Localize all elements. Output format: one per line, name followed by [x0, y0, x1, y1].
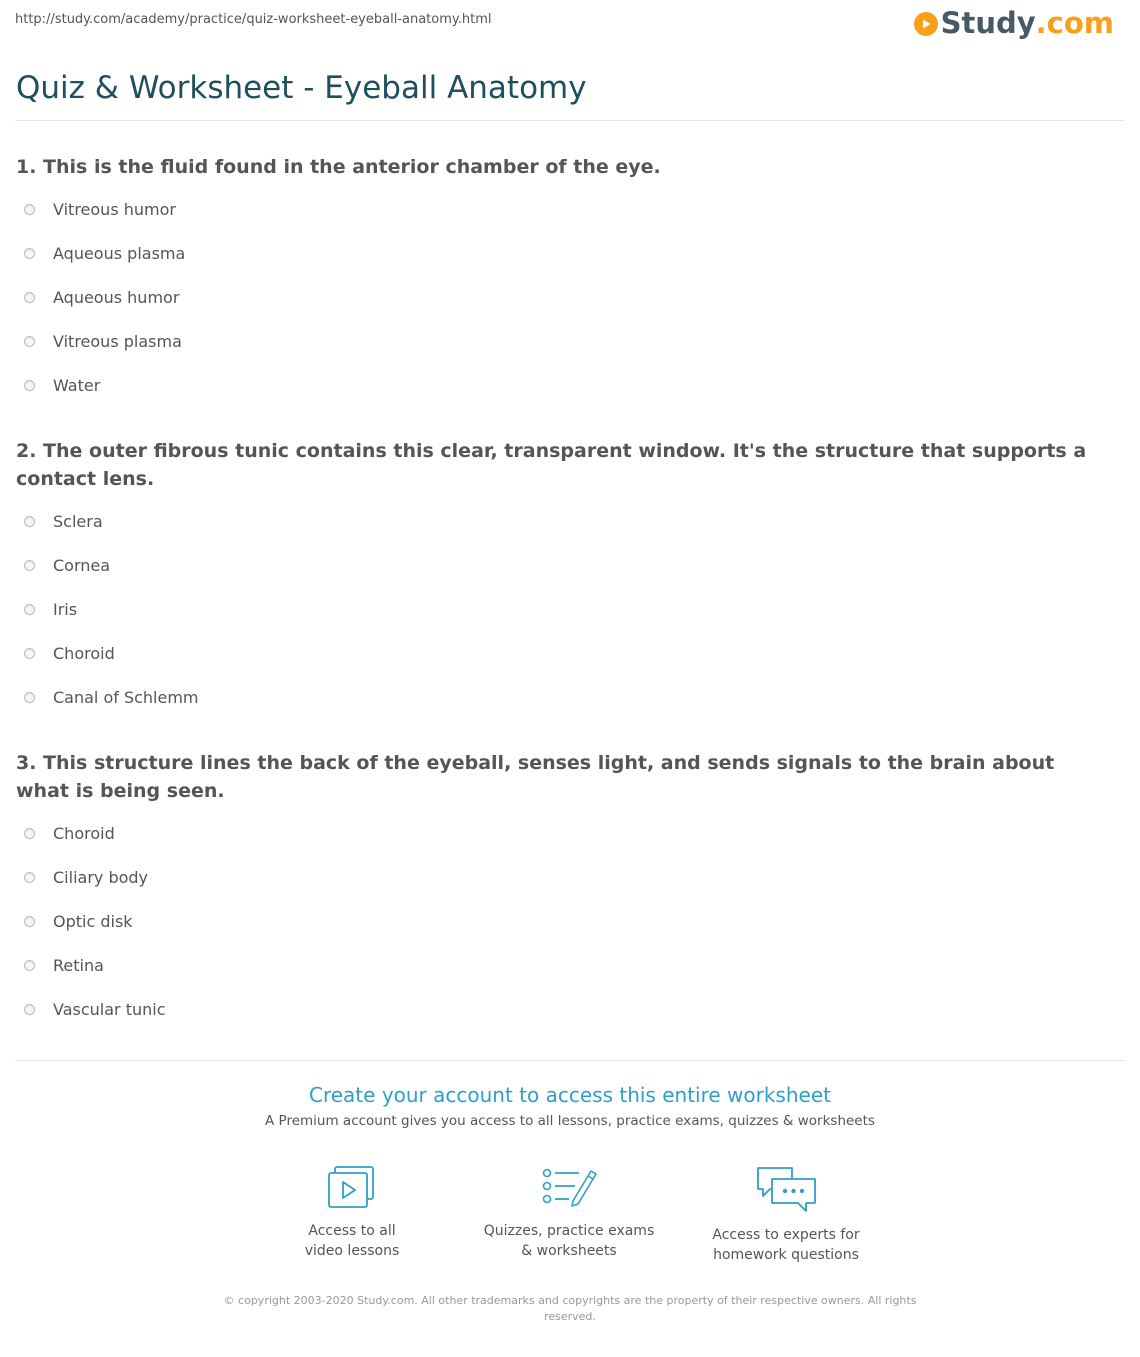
radio-button[interactable]	[24, 516, 35, 527]
divider	[15, 1060, 1125, 1061]
option-label: Canal of Schlemm	[53, 687, 199, 707]
option-label: Choroid	[53, 643, 115, 663]
option-label: Cornea	[53, 555, 111, 575]
option-label: Aqueous plasma	[53, 243, 186, 263]
radio-button[interactable]	[24, 204, 35, 215]
radio-button[interactable]	[24, 916, 35, 927]
answer-option[interactable]	[16, 631, 1106, 675]
option-label: Vitreous humor	[53, 199, 176, 219]
option-label: Vascular tunic	[53, 999, 166, 1019]
feature-label-line1: Access to all	[308, 1223, 396, 1239]
radio-button[interactable]	[24, 336, 35, 347]
option-label: Water	[53, 375, 101, 395]
feature-label-line1: Quizzes, practice exams	[483, 1223, 655, 1239]
page-url: http://study.com/academy/practice/quiz-worksheet-eyeball-anatomy.html	[15, 12, 492, 27]
logo-text: Study	[940, 6, 1036, 40]
video-lessons-icon	[326, 1165, 378, 1211]
radio-button[interactable]	[24, 828, 35, 839]
radio-button[interactable]	[24, 692, 35, 703]
feature-label-line2: video lessons	[304, 1243, 400, 1259]
option-label: Iris	[53, 599, 78, 619]
answer-option[interactable]	[16, 187, 1106, 231]
divider	[15, 120, 1125, 121]
answer-option[interactable]	[16, 499, 1106, 543]
option-label: Aqueous humor	[53, 287, 180, 307]
answer-option[interactable]	[16, 363, 1106, 407]
answer-options	[16, 187, 1106, 407]
study-logo[interactable]	[914, 6, 1114, 40]
radio-button[interactable]	[24, 380, 35, 391]
answer-option[interactable]	[16, 855, 1106, 899]
answer-option[interactable]	[16, 987, 1106, 1031]
question-text: 2. The outer fibrous tunic contains this clear, transparent window. It's the structure that supports a contact lens.	[16, 440, 1087, 490]
answer-option[interactable]	[16, 543, 1106, 587]
radio-button[interactable]	[24, 560, 35, 571]
answer-options	[16, 811, 1106, 1031]
feature-label-line1: Access to experts for	[712, 1227, 860, 1243]
answer-option[interactable]	[16, 811, 1106, 855]
option-label: Ciliary body	[53, 867, 149, 887]
play-icon	[914, 12, 938, 36]
radio-button[interactable]	[24, 872, 35, 883]
answer-option[interactable]	[16, 319, 1106, 363]
question-2	[16, 437, 1106, 719]
radio-button[interactable]	[24, 648, 35, 659]
answer-option[interactable]	[16, 587, 1106, 631]
cta-subtitle: A Premium account gives you access to all lessons, practice exams, quizzes & worksheets	[265, 1113, 875, 1129]
feature-video-lessons	[252, 1165, 452, 1261]
page-title: Quiz & Worksheet - Eyeball Anatomy	[16, 70, 587, 106]
feature-label-line2: homework questions	[713, 1247, 859, 1263]
answer-option[interactable]	[16, 231, 1106, 275]
radio-button[interactable]	[24, 604, 35, 615]
answer-option[interactable]	[16, 675, 1106, 719]
feature-quizzes	[469, 1165, 669, 1261]
answer-option[interactable]	[16, 899, 1106, 943]
answer-options	[16, 499, 1106, 719]
logo-suffix: .com	[1035, 6, 1114, 40]
radio-button[interactable]	[24, 1004, 35, 1015]
radio-button[interactable]	[24, 960, 35, 971]
question-3	[16, 749, 1106, 1031]
radio-button[interactable]	[24, 292, 35, 303]
answer-option[interactable]	[16, 275, 1106, 319]
feature-experts	[686, 1165, 886, 1265]
feature-label-line2: & worksheets	[521, 1243, 617, 1259]
copyright-footer: © copyright 2003-2020 Study.com. All other trademarks and copyrights are the property of their respective owners. All rights reserved.	[223, 1294, 917, 1323]
radio-button[interactable]	[24, 248, 35, 259]
option-label: Vitreous plasma	[53, 331, 182, 351]
option-label: Retina	[53, 955, 104, 975]
create-account-link[interactable]: Create your account to access this entire worksheet	[309, 1083, 831, 1107]
question-text: 1. This is the fluid found in the anterior chamber of the eye.	[16, 156, 661, 178]
option-label: Sclera	[53, 511, 103, 531]
question-text: 3. This structure lines the back of the eyeball, senses light, and sends signals to the brain about what is being seen.	[16, 752, 1055, 802]
question-1	[16, 153, 1106, 407]
quiz-list-icon	[541, 1165, 597, 1211]
option-label: Optic disk	[53, 911, 133, 931]
chat-bubbles-icon	[754, 1165, 818, 1215]
answer-option[interactable]	[16, 943, 1106, 987]
option-label: Choroid	[53, 823, 115, 843]
